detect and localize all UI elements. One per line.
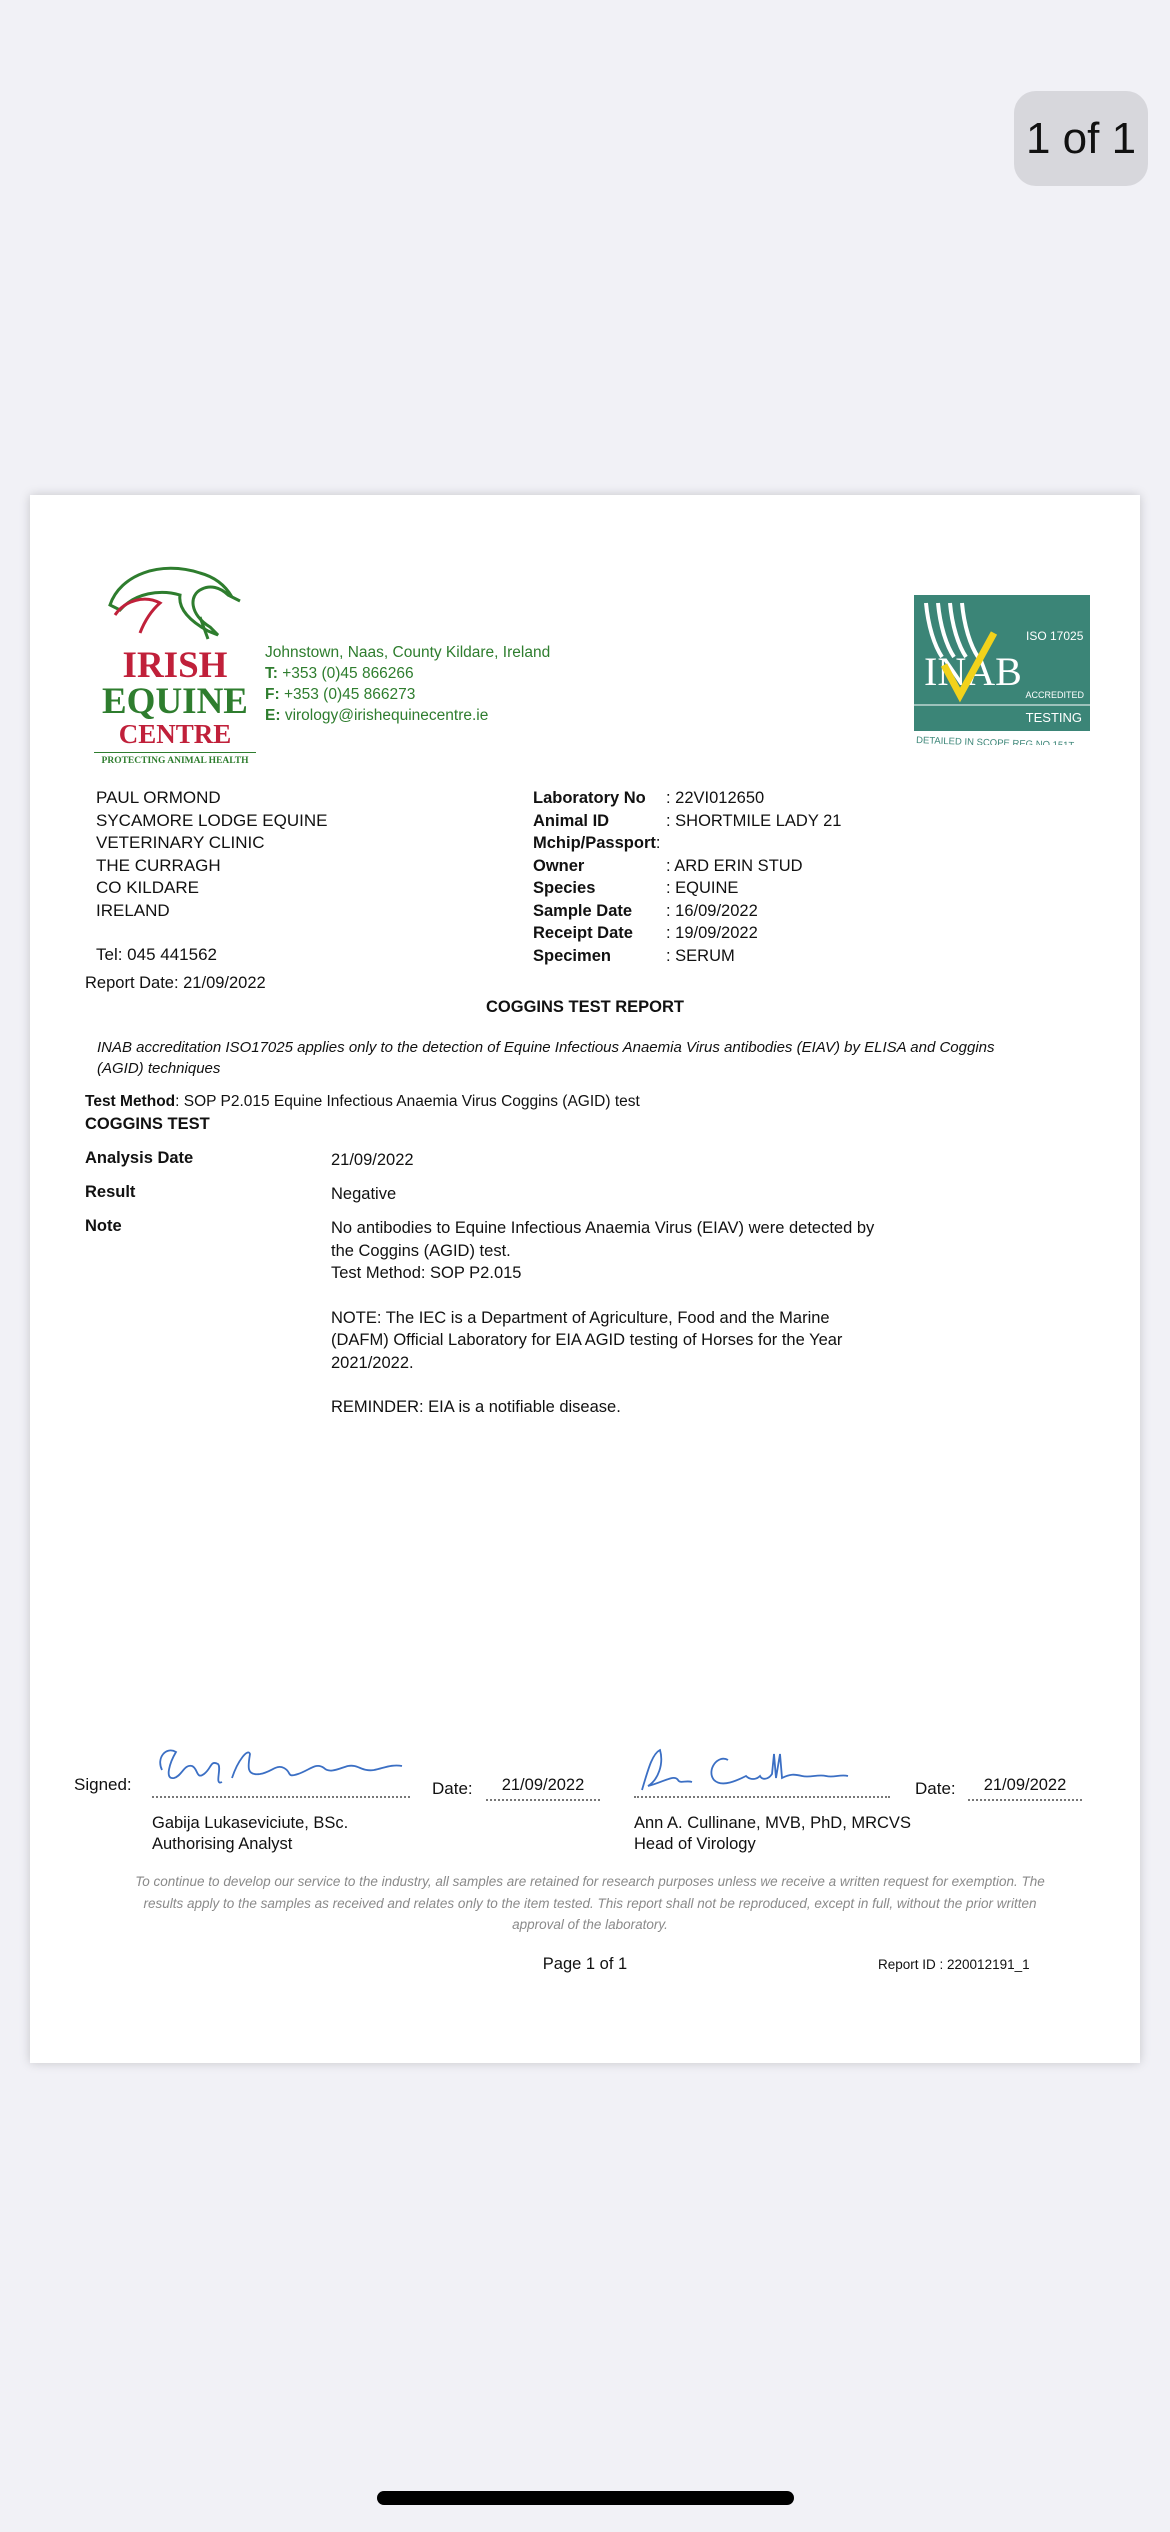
disclaimer: To continue to develop our service to the industry, all samples are retained for research purposes unless we receive a written request for exemption. The results apply to the samples as received and relates only to the item tested. This report shall not be reproduced, except in full, without the prior written approval of the laboratory. <box>135 1874 1045 1932</box>
logo-word-equine: EQUINE <box>102 681 248 722</box>
inab-accreditation-logo <box>914 595 1092 745</box>
recipient-line: SYCAMORE LODGE EQUINE <box>96 810 328 830</box>
left-signature <box>152 1740 410 1796</box>
section-title: COGGINS TEST <box>85 1115 210 1133</box>
signature-lukaseviciute <box>152 1740 410 1796</box>
note-body <box>331 1217 891 1419</box>
recipient-line: PAUL ORMOND <box>96 788 221 807</box>
contact-fax: +353 (0)45 866273 <box>283 686 416 703</box>
info-row-sample-date <box>533 900 841 923</box>
info-row-species <box>533 877 841 900</box>
inab-testing: TESTING <box>1025 710 1082 725</box>
info-value: : SERUM <box>666 946 735 965</box>
contact-address: Johnstown, Naas, County Kildare, Ireland <box>265 644 551 661</box>
note-label: Note <box>85 1217 122 1235</box>
contact-phone: +353 (0)45 866266 <box>282 665 414 682</box>
note-reminder: REMINDER: EIA is a notifiable disease. <box>331 1398 621 1416</box>
test-method-value: : SOP P2.015 Equine Infectious Anaemia Virus Coggins (AGID) test <box>175 1093 640 1110</box>
info-value: : EQUINE <box>666 879 739 897</box>
recipient-line: CO KILDARE <box>96 878 199 897</box>
left-date-line <box>486 1799 600 1801</box>
document-page <box>30 495 1140 2063</box>
result-value: Negative <box>331 1185 397 1203</box>
analysis-date-value: 21/09/2022 <box>331 1151 414 1169</box>
info-label: Sample Date <box>533 901 633 920</box>
info-value: : <box>655 834 661 852</box>
test-method-label: Test Method <box>85 1093 176 1110</box>
page-footer: Page 1 of 1 <box>542 1955 628 1973</box>
right-date-value: 21/09/2022 <box>983 1776 1067 1794</box>
accreditation-note: INAB accreditation ISO17025 applies only to the detection of Equine Infectious Anaemia Virus antibodies (EIAV) by ELISA and Coggins (AGID) techniques <box>97 1039 995 1077</box>
page-indicator[interactable]: 1 of 1 <box>1014 91 1148 186</box>
recipient-address <box>96 787 327 967</box>
recipient-line: THE CURRAGH <box>96 855 221 875</box>
email-label: E: <box>265 707 281 724</box>
info-row-owner <box>533 855 841 878</box>
info-row-specimen <box>533 945 841 968</box>
recipient-tel: Tel: 045 441562 <box>96 945 217 964</box>
info-row-animal-id <box>533 810 841 833</box>
inab-accredited: ACCREDITED <box>1025 690 1084 700</box>
sample-info <box>533 787 841 967</box>
home-indicator[interactable] <box>377 2491 794 2505</box>
info-label: Owner <box>533 856 585 875</box>
note-paragraph: No antibodies to Equine Infectious Anaemia Virus (EIAV) were detected by the Coggins (AGID) test. <box>331 1219 875 1260</box>
contact-email: virology@irishequinecentre.ie <box>284 707 489 724</box>
right-date-label: Date: <box>915 1779 956 1798</box>
info-label: Mchip/Passport <box>533 834 656 852</box>
inab-name: INAB <box>924 649 1022 694</box>
info-value: : ARD ERIN STUD <box>666 856 803 875</box>
info-value: : 22VI012650 <box>666 789 765 807</box>
info-label: Laboratory No <box>533 789 646 807</box>
horse-logo-icon <box>90 555 260 645</box>
note-test-method: Test Method: SOP P2.015 <box>331 1264 522 1282</box>
info-row-lab-no <box>533 787 841 810</box>
inab-iso: ISO 17025 <box>1026 629 1084 643</box>
left-signatory-name: Gabija Lukaseviciute, BSc. <box>152 1814 349 1832</box>
right-signature <box>634 1740 890 1796</box>
contact-block <box>265 642 550 726</box>
fax-label: F: <box>265 686 280 703</box>
report-date: Report Date: 21/09/2022 <box>85 974 266 992</box>
inab-badge-icon <box>914 595 1092 745</box>
recipient-line: VETERINARY CLINIC <box>96 833 265 852</box>
logo-word-centre: CENTRE <box>118 719 232 749</box>
info-value: : 19/09/2022 <box>666 924 758 942</box>
left-signatory-role: Authorising Analyst <box>152 1835 293 1853</box>
info-label: Specimen <box>533 946 611 965</box>
signed-label: Signed: <box>74 1775 132 1794</box>
irish-equine-centre-logo <box>90 555 260 765</box>
right-signatory <box>634 1813 911 1855</box>
left-date-value: 21/09/2022 <box>501 1776 585 1794</box>
info-value: : SHORTMILE LADY 21 <box>666 811 842 830</box>
info-label: Animal ID <box>533 811 610 830</box>
logo-tagline: PROTECTING ANIMAL HEALTH <box>101 756 249 766</box>
left-date-label: Date: <box>432 1779 473 1798</box>
right-signatory-role: Head of Virology <box>634 1835 756 1853</box>
info-label: Species <box>533 879 596 897</box>
note-dafm: NOTE: The IEC is a Department of Agriculture, Food and the Marine (DAFM) Official Laboratory for EIA AGID testing of Horses for the Year 2021/2022. <box>331 1308 843 1372</box>
signature-cullinane <box>634 1740 890 1796</box>
phone-label: T: <box>265 665 278 682</box>
info-value: : 16/09/2022 <box>666 901 758 920</box>
right-signatory-name: Ann A. Cullinane, MVB, PhD, MRCVS <box>634 1814 911 1832</box>
report-title: COGGINS TEST REPORT <box>485 998 685 1016</box>
result-label: Result <box>85 1183 136 1201</box>
test-method <box>85 1093 640 1111</box>
info-row-receipt-date <box>533 922 841 945</box>
left-signatory <box>152 1813 348 1855</box>
report-id: Report ID : 220012191_1 <box>878 1957 1030 1972</box>
logo-word-irish: IRISH <box>122 645 228 686</box>
info-row-mchip <box>533 832 841 855</box>
analysis-date-label: Analysis Date <box>85 1149 194 1167</box>
recipient-line: IRELAND <box>96 900 170 920</box>
info-label: Receipt Date <box>533 924 633 942</box>
right-date-line <box>968 1799 1082 1801</box>
inab-scope: DETAILED IN SCOPE REG NO.151T <box>915 735 1075 745</box>
